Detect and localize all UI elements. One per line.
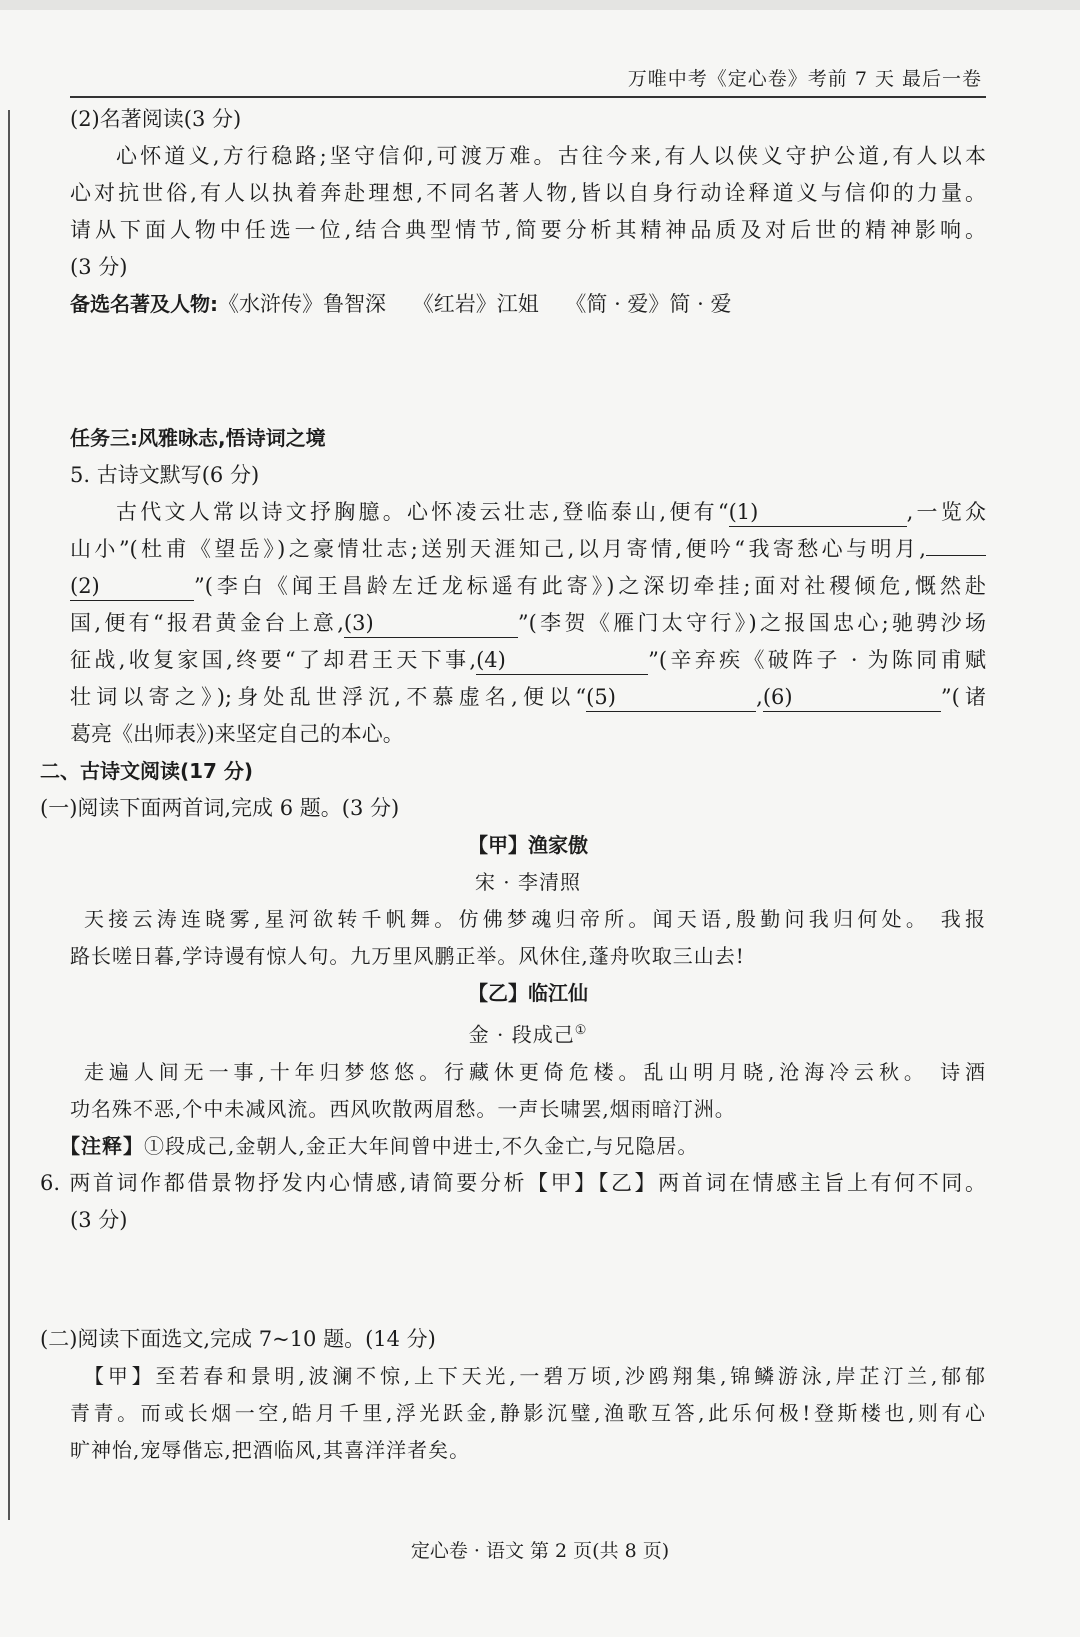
q5-text: 国,便有“报君黄金台上意, [70, 611, 344, 635]
q5-line [70, 605, 986, 642]
scan-shadow [0, 0, 1080, 10]
classic-reading-para-line: (3 分) [70, 255, 128, 279]
answer-blank-2[interactable]: (2) [70, 572, 194, 601]
prose-line: 【甲】至若春和景明,波澜不惊,上下天光,一碧万顷,沙鸥翔集,锦鳞游泳,岸芷汀兰,郁郁 [84, 1364, 986, 1388]
q6-line: (3 分) [70, 1207, 128, 1232]
answer-blank-5[interactable]: (5) [586, 683, 756, 712]
poem-b-author-line [70, 1012, 986, 1054]
poem-a-line: 天接云涛连晓雾,星河欲转千帆舞。仿佛梦魂归帝所。闻天语,殷勤问我归何处。 我报 [84, 907, 986, 931]
classic-reading-para-line: 心对抗世俗,有人以执着奔赴理想,不同名著人物,皆以自身行动诠释道义与信仰的力量。 [70, 181, 986, 205]
q5-text: ”(辛弃疾《破阵子 · 为陈同甫赋 [648, 648, 986, 672]
poem-b-line: 功名殊不恶,个中未减风流。西风吹散两眉愁。一声长啸罢,烟雨暗汀洲。 [70, 1096, 736, 1121]
q5-text: 古代文人常以诗文抒胸臆。心怀凌云壮志,登临泰山,便有“ [116, 500, 729, 524]
answer-blank-4[interactable]: (4) [476, 646, 648, 675]
poem-b-line: 走遍人间无一事,十年归梦悠悠。行藏休更倚危楼。乱山明月晓,沧海冷云秋。 诗酒 [84, 1059, 986, 1084]
q5-text: 壮词以寄之》);身处乱世浮沉,不慕虚名,便以“ [70, 685, 587, 709]
classic-options [70, 286, 986, 323]
part1-heading: (一)阅读下面两首词,完成 6 题。(3 分) [40, 796, 400, 820]
options-text: 《水浒传》鲁智深 《红岩》江姐 《简 · 爱》简 · 爱 [218, 292, 732, 316]
q6-line: 6. 两首词作都借景物抒发内心情感,请简要分析【甲】【乙】两首词在情感主旨上有何不同。 [40, 1170, 986, 1195]
q5-line [70, 568, 986, 605]
part2-heading: (二)阅读下面选文,完成 7~10 题。(14 分) [40, 1327, 436, 1351]
q5-text: 征战,收复家国,终要“了却君王天下事, [70, 648, 477, 672]
prose-section [40, 1321, 986, 1469]
q5-text: ”(诸 [940, 685, 986, 709]
answer-blank-6[interactable]: (6) [763, 683, 941, 712]
classic-reading-heading: (2)名著阅读(3 分) [70, 107, 242, 131]
q5-text: ”(李贺《雁门太守行》)之报国忠心;驰骋沙场 [517, 611, 986, 635]
annotation [60, 1128, 986, 1165]
header-divider [70, 96, 986, 98]
q5-heading: 5. 古诗文默写(6 分) [70, 463, 260, 487]
task3-section [40, 420, 986, 1239]
prose-line: 青青。而或长烟一空,皓月千里,浮光跃金,静影沉璧,渔歌互答,此乐何极!登斯楼也,则有心 [70, 1401, 986, 1425]
task3-heading: 任务三:风雅咏志,悟诗词之境 [70, 426, 326, 450]
binding-rule [8, 110, 10, 1520]
annotation-label: 【注释】 [60, 1133, 144, 1158]
q5-line [70, 531, 986, 568]
q5-text: ,一览众 [906, 500, 986, 524]
classic-reading-para-line: 心怀道义,方行稳路;坚守信仰,可渡万难。古往今来,有人以侠义守护公道,有人以本 [116, 144, 986, 168]
answer-blank-2-start[interactable] [926, 555, 986, 556]
options-label: 备选名著及人物: [70, 292, 218, 316]
q5-text: 山小”(杜甫《望岳》)之豪情壮志;送别天涯知己,以月寄情,便吟“我寄愁心与明月, [70, 537, 926, 561]
poem-b-title: 【乙】临江仙 [468, 981, 588, 1005]
q5-text: , [756, 685, 763, 709]
annotation-text: ①段成己,金朝人,金正大年间曾中进士,不久金亡,与兄隐居。 [144, 1133, 699, 1158]
page-header: 万唯中考《定心卷》考前 7 天 最后一卷 [627, 68, 982, 90]
answer-blank-1[interactable]: (1) [729, 498, 907, 527]
q5-line: 葛亮《出师表》)来坚定自己的本心。 [70, 722, 404, 746]
poem-a-line: 路长嗟日暮,学诗谩有惊人句。九万里风鹏正举。风休住,蓬舟吹取三山去! [70, 944, 745, 968]
q5-line [70, 679, 986, 716]
poem-a-title: 【甲】渔家傲 [468, 833, 588, 857]
prose-line: 旷神怡,宠辱偕忘,把酒临风,其喜洋洋者矣。 [70, 1438, 471, 1462]
q5-line [70, 494, 986, 531]
section2-heading: 二、古诗文阅读(17 分) [40, 759, 254, 783]
classic-reading-section [70, 101, 986, 323]
poem-b-author: 金 · 段成己 [468, 1022, 575, 1047]
page-footer: 定心卷 · 语文 第 2 页(共 8 页) [410, 1540, 670, 1562]
answer-blank-3[interactable]: (3) [344, 609, 518, 638]
q5-line [70, 642, 986, 679]
footnote-marker: ① [574, 1023, 588, 1038]
poem-a-author: 宋 · 李清照 [474, 870, 582, 894]
classic-reading-para-line: 请从下面人物中任选一位,结合典型情节,简要分析其精神品质及对后世的精神影响。 [70, 218, 986, 242]
q5-text: ”(李白《闻王昌龄左迁龙标遥有此寄》)之深切牵挂;面对社稷倾危,慨然赴 [194, 574, 986, 598]
